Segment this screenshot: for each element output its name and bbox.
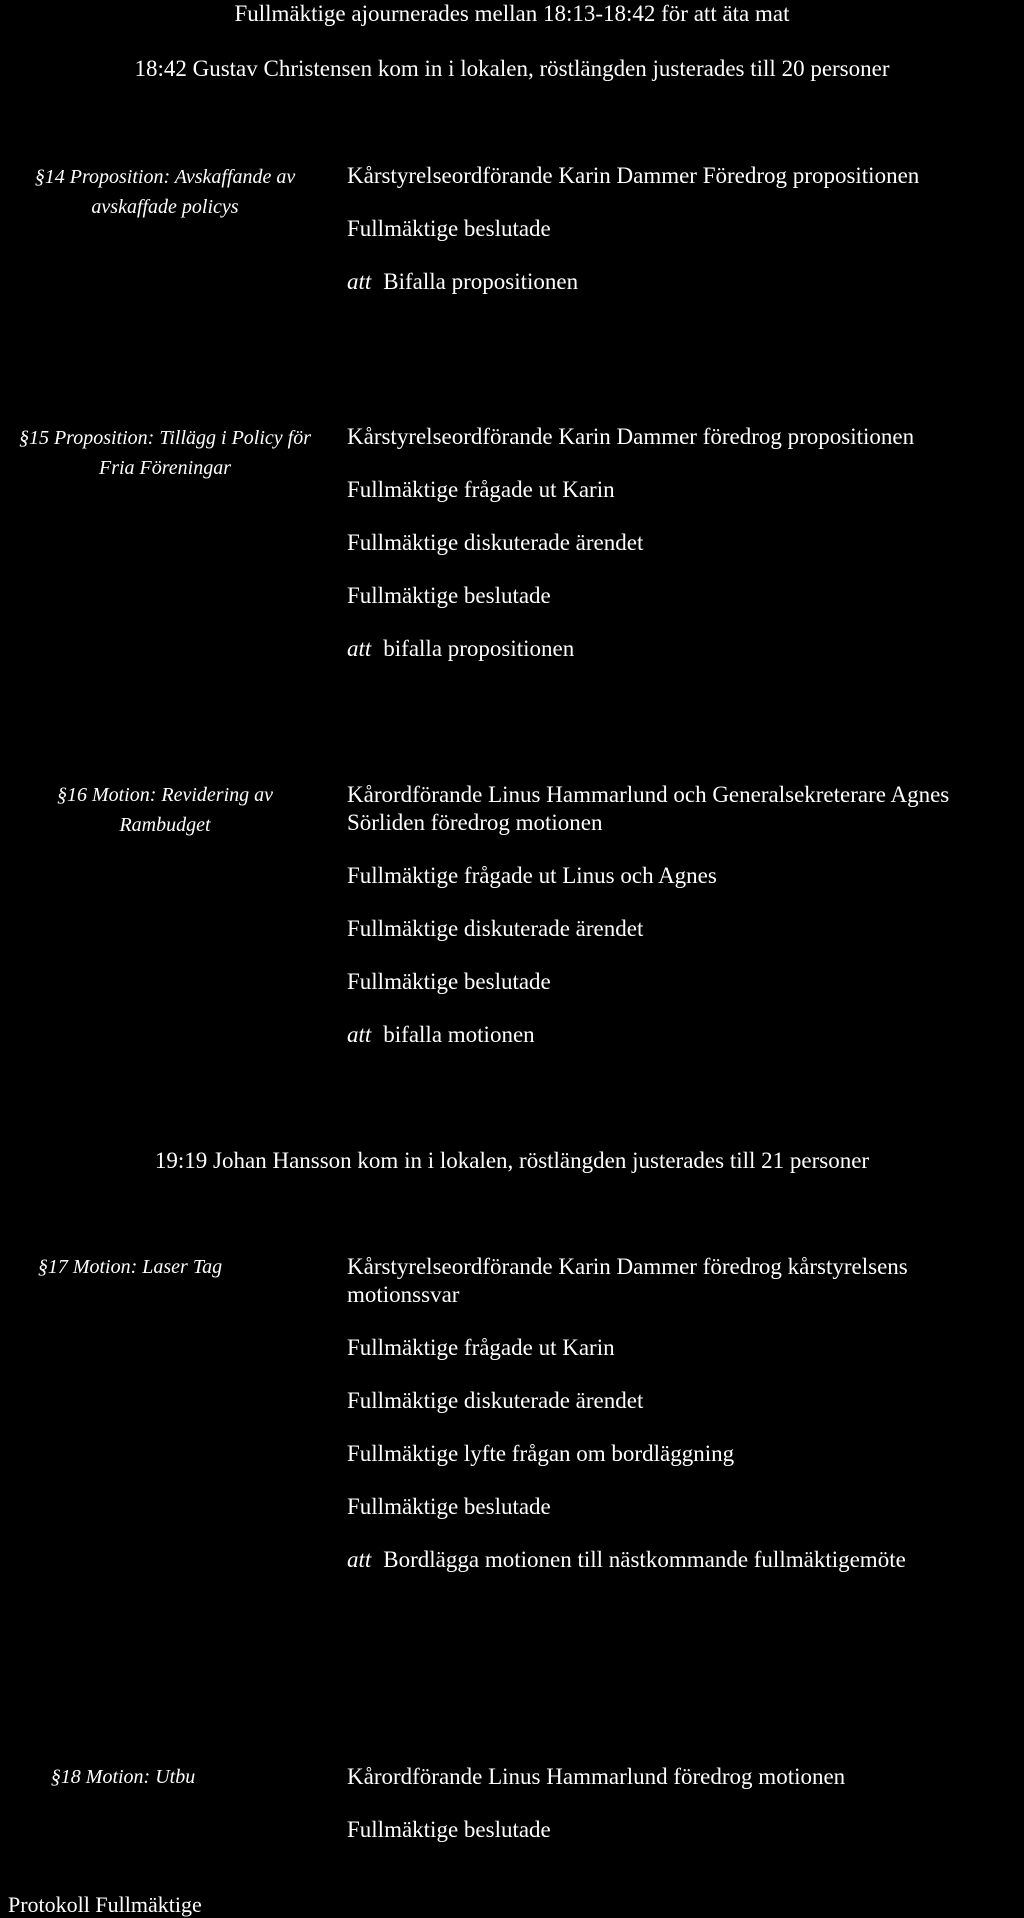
section-17-title-line1: §17 Motion: Laser Tag (37, 1256, 223, 1278)
section-14-body (347, 162, 1017, 296)
section-15-body (347, 423, 1017, 663)
section-16-title-line2: Rambudget (119, 814, 211, 836)
section-14-title-line1: §14 Proposition: Avskaffande av (34, 166, 296, 188)
section-15-decision (347, 635, 1017, 663)
section-15-line: Kårstyrelseordförande Karin Dammer föredrog propositionen (347, 424, 915, 449)
decision-text: bifalla propositionen (383, 636, 575, 661)
footer-document-title: Protokoll Fullmäktige (8, 1892, 202, 1917)
section-16-intro-line1: Kårordförande Linus Hammarlund och Generalsekreterare Agnes (347, 782, 950, 807)
section-15-title (0, 423, 330, 483)
section-15-line: Fullmäktige frågade ut Karin (347, 477, 615, 502)
section-18-title (0, 1762, 246, 1792)
section-14-decision (347, 268, 1017, 296)
section-14-line: Fullmäktige beslutade (347, 216, 551, 241)
section-16-body (347, 781, 1017, 1049)
section-16-line: Fullmäktige frågade ut Linus och Agnes (347, 863, 717, 888)
section-18-body (347, 1763, 1017, 1844)
att-label: att (347, 1547, 372, 1572)
section-17-intro-line1: Kårstyrelseordförande Karin Dammer föredrog kårstyrelsens (347, 1254, 908, 1279)
att-label: att (347, 636, 372, 661)
section-16-line: Fullmäktige beslutade (347, 969, 551, 994)
section-17-line: Fullmäktige beslutade (347, 1494, 551, 1519)
section-16-decision (347, 1021, 1017, 1049)
section-16-intro-line2: Sörliden föredrog motionen (347, 810, 603, 835)
adjournment-note: Fullmäktige ajournerades mellan 18:13-18:42 för att äta mat (234, 1, 790, 26)
att-label: att (347, 1022, 372, 1047)
section-17-body (347, 1253, 1017, 1574)
section-17-line: Fullmäktige lyfte frågan om bordläggning (347, 1441, 735, 1466)
section-17-line: Fullmäktige frågade ut Karin (347, 1335, 615, 1360)
section-14-title (0, 162, 330, 222)
section-17-title (0, 1252, 260, 1282)
section-15-title-line1: §15 Proposition: Tillägg i Policy för (18, 427, 312, 449)
section-16-line: Fullmäktige diskuterade ärendet (347, 916, 644, 941)
section-15-title-line2: Fria Föreningar (98, 457, 232, 479)
section-17-intro-line2: motionssvar (347, 1282, 460, 1307)
section-18-title-line1: §18 Motion: Utbu (50, 1766, 196, 1788)
section-16-title (0, 780, 330, 840)
arrival-note-gustav: 18:42 Gustav Christensen kom in i lokalen, röstlängden justerades till 20 personer (134, 56, 890, 81)
section-15-line: Fullmäktige beslutade (347, 583, 551, 608)
decision-text: Bordlägga motionen till nästkommande fullmäktigemöte (383, 1547, 906, 1572)
section-17-line: Fullmäktige diskuterade ärendet (347, 1388, 644, 1413)
section-15-line: Fullmäktige diskuterade ärendet (347, 530, 644, 555)
decision-text: Bifalla propositionen (383, 269, 579, 294)
section-14-line: Kårstyrelseordförande Karin Dammer Föredrog propositionen (347, 163, 920, 188)
att-label: att (347, 269, 372, 294)
arrival-note-johan: 19:19 Johan Hansson kom in i lokalen, röstlängden justerades till 21 personer (154, 1148, 870, 1173)
section-18-line: Kårordförande Linus Hammarlund föredrog motionen (347, 1764, 846, 1789)
section-16-title-line1: §16 Motion: Revidering av (56, 784, 274, 806)
section-18-line: Fullmäktige beslutade (347, 1817, 551, 1842)
section-14-title-line2: avskaffade policys (91, 196, 239, 218)
decision-text: bifalla motionen (383, 1022, 535, 1047)
section-17-decision (347, 1546, 1017, 1574)
